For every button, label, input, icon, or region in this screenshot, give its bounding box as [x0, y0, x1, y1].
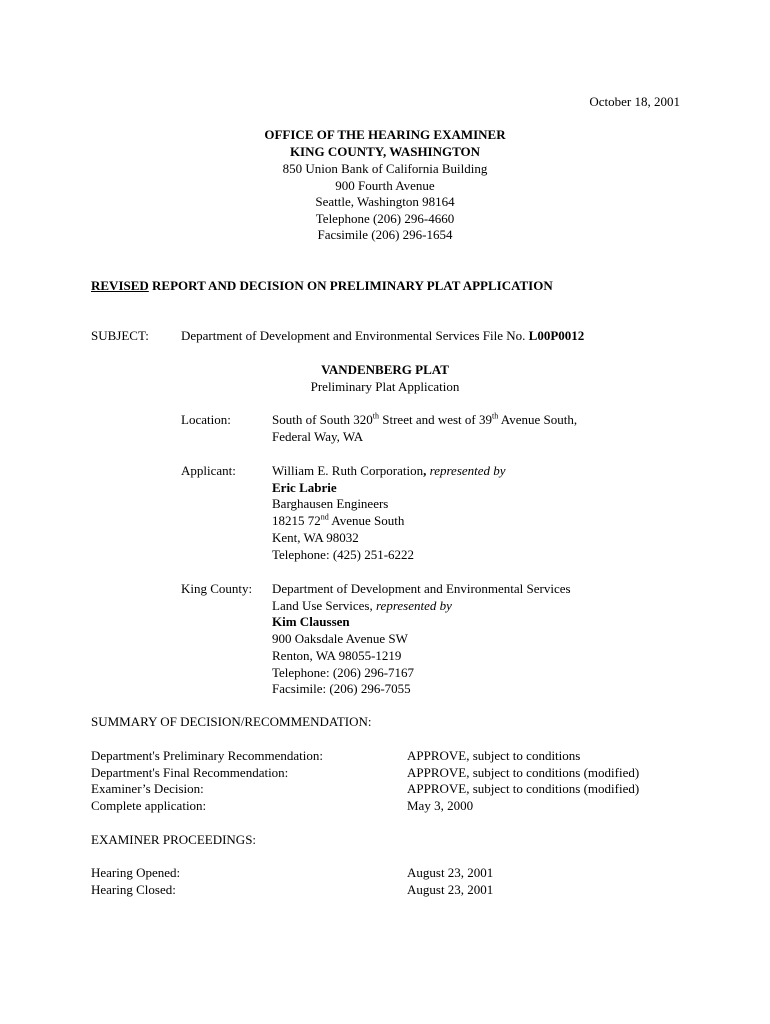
location-label: Location: — [181, 412, 231, 427]
applicant-firm: Barghausen Engineers — [272, 496, 389, 512]
ordinal-suffix: nd — [320, 512, 329, 522]
king-county-telephone: Telephone: (206) 296-7167 — [272, 664, 415, 680]
street-number: 18215 72 — [272, 513, 321, 529]
document-date: October 18, 2001 — [589, 94, 680, 109]
report-title-rest: REPORT AND DECISION ON PRELIMINARY PLAT APPLICATION — [148, 278, 553, 293]
king-county-division: Land Use Services, — [272, 597, 376, 613]
office-address-line: 900 Fourth Avenue — [335, 177, 435, 193]
applicant-street — [272, 513, 506, 530]
subject-description: Department of Development and Environmental Services File No. — [181, 328, 529, 343]
represented-by: represented by — [429, 463, 506, 478]
subject-label: SUBJECT: — [91, 328, 149, 343]
king-county-facsimile: Facsimile: (206) 296-7055 — [272, 681, 411, 697]
applicant-company: William E. Ruth Corporation — [272, 463, 424, 478]
office-facsimile: Facsimile (206) 296-1654 — [317, 227, 453, 242]
plat-name: VANDENBERG PLAT — [321, 362, 449, 377]
revised-label: REVISED — [91, 278, 149, 293]
proceedings-row-value: August 23, 2001 — [407, 882, 494, 897]
king-county-label: King County: — [181, 581, 253, 596]
office-name: OFFICE OF THE HEARING EXAMINER — [264, 127, 506, 142]
king-county-division-line — [272, 598, 571, 615]
summary-row-label: Examiner’s Decision: — [91, 781, 204, 796]
king-county-contact: Kim Claussen — [272, 614, 350, 630]
summary-heading: SUMMARY OF DECISION/RECOMMENDATION: — [91, 714, 372, 729]
location-text: Street and west of 39 — [379, 412, 493, 427]
location-text: Avenue South, — [498, 412, 578, 427]
ordinal-suffix: th — [492, 411, 499, 421]
subject-text — [181, 328, 584, 345]
location-block — [272, 412, 577, 445]
ordinal-suffix: th — [372, 411, 379, 421]
king-county-city: Renton, WA 98055-1219 — [272, 647, 402, 663]
summary-row-label: Department's Final Recommendation: — [91, 765, 289, 780]
proceedings-row-label: Hearing Closed: — [91, 882, 176, 897]
location-city: Federal Way, WA — [272, 428, 364, 444]
plat-type: Preliminary Plat Application — [310, 379, 460, 394]
king-county-street: 900 Oaksdale Avenue SW — [272, 631, 408, 647]
summary-row-value: APPROVE, subject to conditions (modified) — [407, 781, 640, 796]
proceedings-row-label: Hearing Opened: — [91, 865, 181, 880]
applicant-telephone: Telephone: (425) 251-6222 — [272, 546, 415, 562]
applicant-block — [272, 463, 506, 563]
represented-by: represented by — [375, 597, 452, 613]
office-county: KING COUNTY, WASHINGTON — [289, 144, 481, 159]
king-county-block — [272, 581, 571, 698]
summary-row-label: Complete application: — [91, 798, 207, 813]
location-line — [272, 412, 577, 429]
office-telephone: Telephone (206) 296-4660 — [315, 210, 455, 226]
summary-row-value: May 3, 2000 — [407, 798, 474, 813]
summary-row-value: APPROVE, subject to conditions (modified) — [407, 765, 640, 780]
king-county-dept: Department of Development and Environmental Services — [272, 581, 571, 596]
file-number: L00P0012 — [528, 328, 585, 343]
proceedings-row-value: August 23, 2001 — [407, 865, 494, 880]
applicant-company-line — [272, 463, 506, 480]
report-title — [91, 278, 553, 295]
summary-row-value: APPROVE, subject to conditions — [407, 748, 581, 763]
applicant-city: Kent, WA 98032 — [272, 529, 359, 545]
applicant-contact: Eric Labrie — [272, 479, 337, 495]
location-text: South of South 320 — [272, 412, 373, 427]
office-address-line: Seattle, Washington 98164 — [315, 194, 455, 209]
summary-row-label: Department's Preliminary Recommendation: — [91, 748, 323, 763]
applicant-label: Applicant: — [181, 463, 236, 478]
office-address-line: 850 Union Bank of California Building — [282, 161, 488, 176]
applicant-comma: , — [423, 463, 430, 478]
street-name: Avenue South — [328, 513, 405, 529]
proceedings-heading: EXAMINER PROCEEDINGS: — [91, 832, 257, 847]
